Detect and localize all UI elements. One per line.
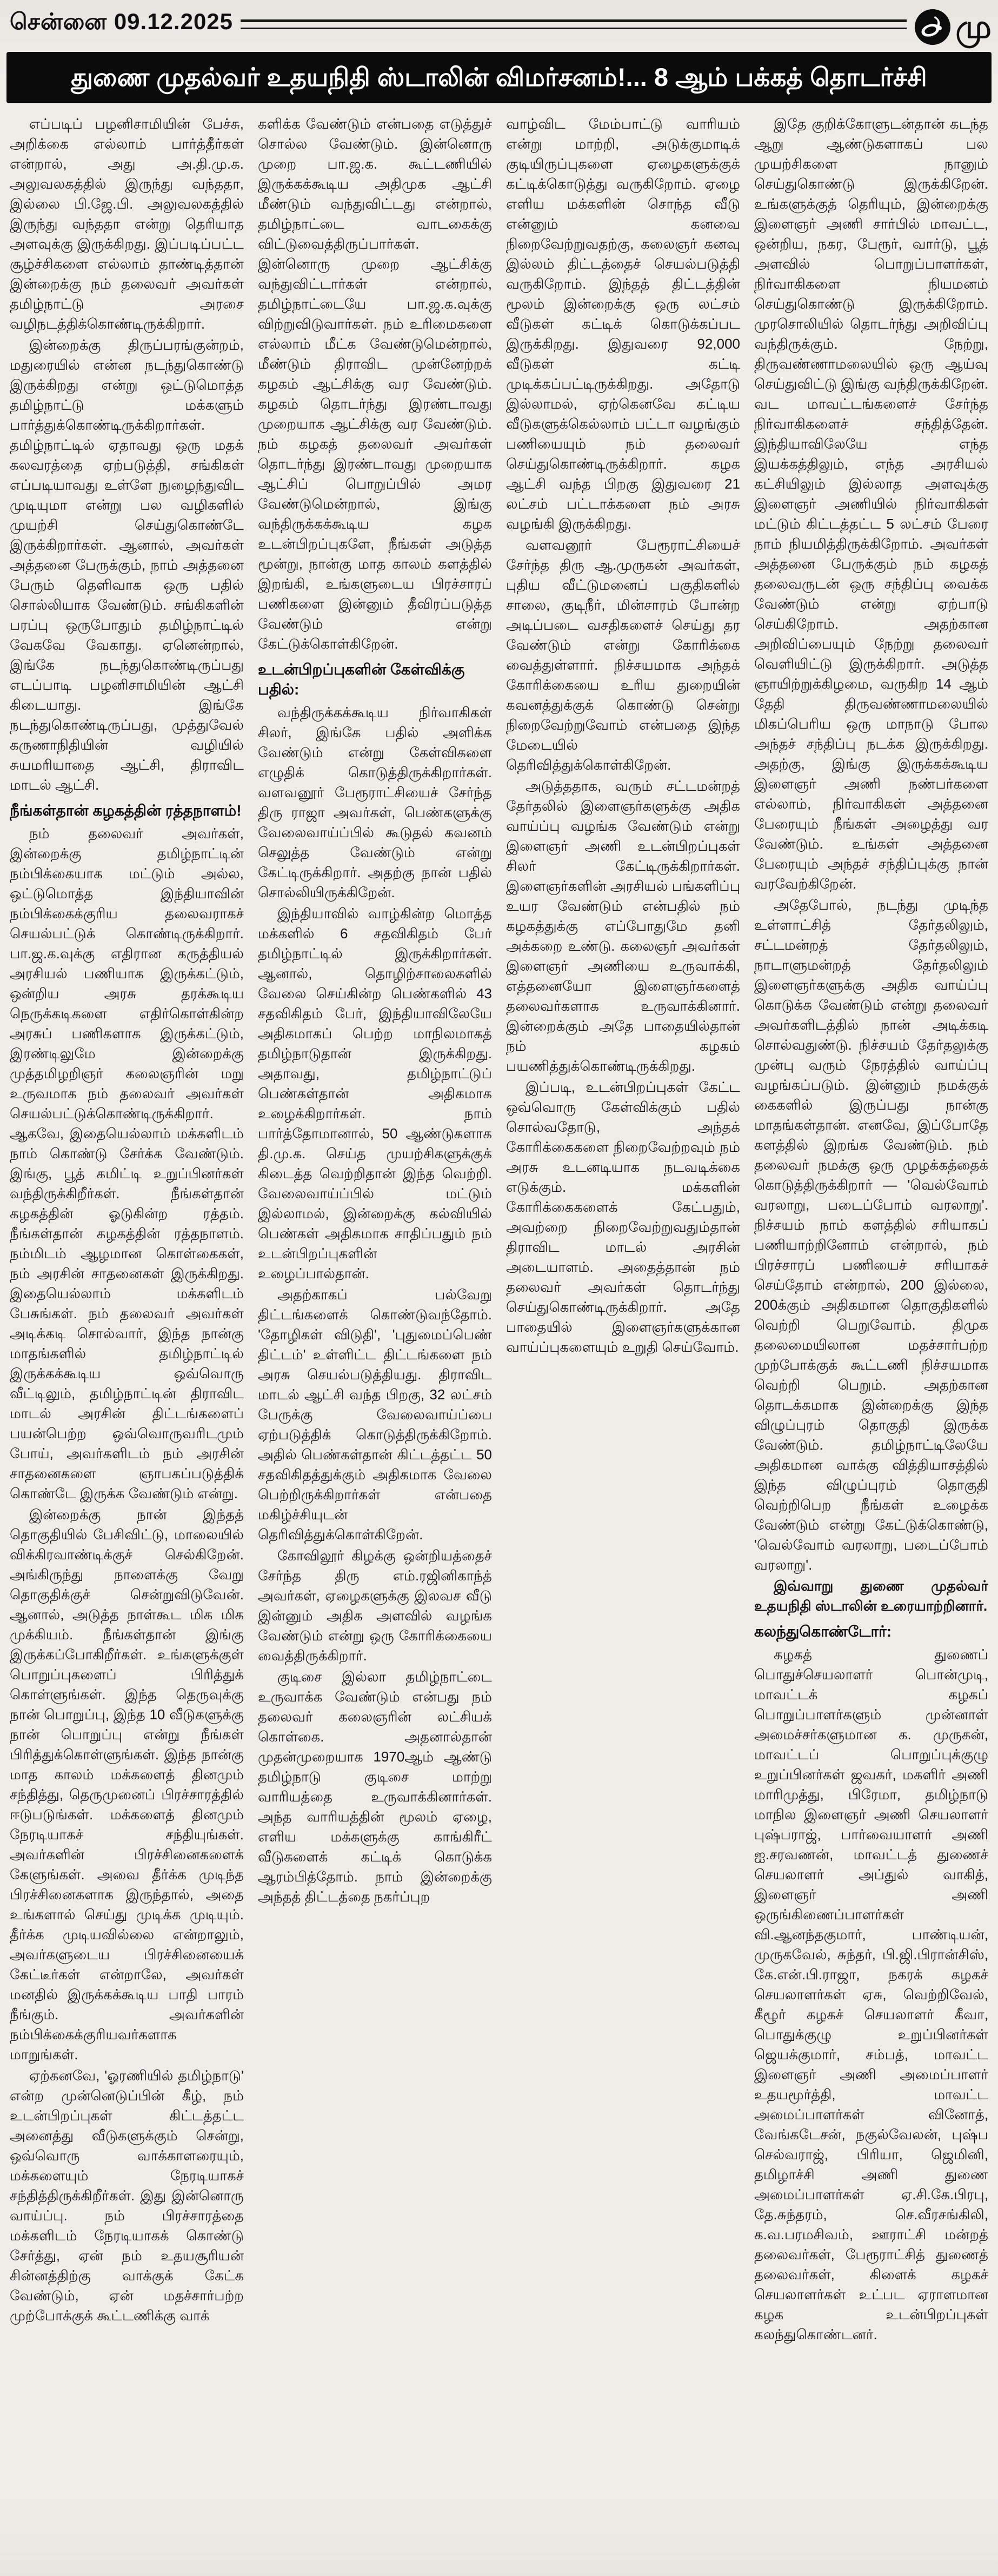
article-paragraph: வாழ்விட மேம்பாட்டு வாரியம் என்று மாற்றி, அடுக்குமாடிக் குடியிருப்புகளை ஏழைகளுக்குக் கட்டிக்கொடுத்து வருகிறோம். ஏழை எளிய மக்களின் சொந்த வீடு என்னும் கனவை நிறைவேற்றுவதற்கு, கலைஞர் கனவு இல்லம் திட்டத்தைச் செயல்படுத்தி வருகிறோம். இந்தத் திட்டத்தின் மூலம் இன்றைக்கு ஒரு லட்சம் வீடுகள் கட்டிக் கொடுக்கப்பட இருக்கிறது. இதுவரை 92,000 வீடுகள் கட்டி முடிக்கப்பட்டிருக்கிறது. அதோடு இல்லாமல், ஏற்கெனவே கட்டிய வீடுகளுக்கெல்லாம் பட்டா வழங்கும் பணியையும் நம் தலைவர் செய்துகொண்டிருக்கிறார். கழக ஆட்சி வந்த பிறகு இதுவரை 21 லட்சம் பட்டாக்களை நம் அரசு வழங்கி இருக்கிறது. xyxy=(506,115,740,532)
dateline: சென்னை 09.12.2025 xyxy=(10,9,234,34)
murasoli-drum-emblem-icon xyxy=(914,9,951,45)
article-paragraph: எப்படிப் பழனிசாமியின் பேச்சு, அறிக்கை எல்லாம் பார்த்தீர்கள் என்றால், அது அ.தி.மு.க. அலுவலகத்தில் இருந்து வந்ததா, இல்லை பி.ஜே.பி. அலுவலகத்தில் இருந்து வந்ததா என்று தெரியாத அளவுக்கு இருக்கிறது. இப்படிப்பட்ட சூழ்ச்சிகளை எல்லாம் தாண்டித்தான் இன்றைக்கு நம் தலைவர் அவர்கள் தமிழ்நாட்டு அரசை வழிநடத்திக்கொண்டிருக்கிறார். xyxy=(10,115,244,332)
article-paragraph: அதேபோல், நடந்து முடிந்த உள்ளாட்சித் தேர்தலிலும், சட்டமன்றத் தேர்தலிலும், நாடாளுமன்றத் தேர்தலிலும் இளைஞர்களுக்கு அதிக வாய்ப்பு கொடுக்க வேண்டும் என்று தலைவர் அவர்களிடத்தில் நான் அடிக்கடி சொல்வதுண்டு. நிச்சயம் தேர்தலுக்கு முன்பு வரும் நேரத்தில் வாய்ப்பு வழங்கப்படும். இன்னும் நமக்குக் கைகளில் இருப்பது நான்கு மாதங்கள்தான். எனவே, இப்போதே களத்தில் இறங்க வேண்டும். நம் தலைவர் நமக்கு ஒரு முழக்கத்தைக் கொடுத்திருக்கிறார் — 'வெல்வோம் வரலாறு, படைப்போம் வரலாறு'. நிச்சயம் நாம் களத்தில் சரியாகப் பணியாற்றினோம் என்றால், நம் பிரச்சாரப் பணியைச் சரியாகச் செய்தோம் என்றால், 200 இல்லை, 200க்கும் அதிகமான தொகுதிகளில் வெற்றி பெறுவோம். திமுக தலைமையிலான மதச்சார்பற்ற முற்போக்குக் கூட்டணி நிச்சயமாக வெற்றி பெறும். அதற்கான தொடக்கமாக இன்றைக்கு இந்த விழுப்புரம் தொகுதி இருக்க வேண்டும். தமிழ்நாட்டிலேயே அதிகமான வாக்கு வித்தியாசத்தில் இந்த விழுப்புரம் தொகுதி வெற்றிபெற நீங்கள் உழைக்க வேண்டும் என்று கேட்டுக்கொண்டு, 'வெல்வோம் வரலாறு, படைப்போம் வரலாறு'. xyxy=(754,896,988,1573)
article-column-4 xyxy=(754,114,988,2566)
masthead xyxy=(914,9,992,45)
article-paragraph: இவ்வாறு துணை முதல்வர் உதயநிதி ஸ்டாலின் உரையாற்றினார். xyxy=(754,1577,988,1614)
article-paragraph: இன்றைக்கு நான் இந்தத் தொகுதியில் பேசிவிட்டு, மாலையில் விக்கிரவாண்டிக்குச் செல்கிறேன். அங்கிருந்து நாளைக்கு வேறு தொகுதிக்குச் சென்றுவிடுவேன். ஆனால், அடுத்த நாள்கூட மிக மிக முக்கியம். நீங்கள்தான் இங்கு இருக்கப்போகிறீர்கள். உங்களுக்குள் பொறுப்புகளைப் பிரித்துக் கொள்ளுங்கள். இந்த தெருவுக்கு நான் பொறுப்பு, இந்த 10 வீடுகளுக்கு நான் பொறுப்பு என்று நீங்கள் பிரித்துக்கொள்ளுங்கள். இந்த நான்கு மாத காலம் மக்களைத் தினமும் சந்தித்து, தெருமுனைப் பிரச்சாரத்தில் ஈடுபடுங்கள். மக்களைத் தினமும் நேரடியாகச் சந்தியுங்கள். அவர்களின் பிரச்சினைகளைக் கேளுங்கள். அவை தீர்க்க முடிந்த பிரச்சினைகளாக இருந்தால், அதை உங்களால் செய்து முடிக்க முடியும். தீர்க்க முடியவில்லை என்றாலும், அவர்களுடைய பிரச்சினையைக் கேட்டீர்கள் என்றாலே, அவர்கள் மனதில் இருக்கக்கூடிய பாதி பாரம் நீங்கும். அவர்களின் நம்பிக்கைக்குரியவர்களாக மாறுங்கள். xyxy=(10,1506,244,2063)
article-columns xyxy=(5,112,993,2566)
masthead-partial-letter: மு xyxy=(955,9,992,45)
article-paragraph: நம் தலைவர் அவர்கள், இன்றைக்கு தமிழ்நாட்டின் நம்பிக்கையாக மட்டும் அல்ல, ஒட்டுமொத்த இந்தியாவின் நம்பிக்கைக்குரிய தலைவராகச் செயல்பட்டுக் கொண்டிருக்கிறார். பா.ஜ.க.வுக்கு எதிரான கருத்தியல் அரசியல் பணியாக இருக்கட்டும், ஒன்றிய அரசு தரக்கூடிய நெருக்கடிகளை எதிர்கொள்கின்ற அரசுப் பணிகளாக இருக்கட்டும், இரண்டிலுமே இன்றைக்கு முத்தமிழறிஞர் கலைஞரின் மறு உருவமாக நம் தலைவர் அவர்கள் செயல்பட்டுக்கொண்டிருக்கிறார். ஆகவே, இதையெல்லாம் மக்களிடம் நாம் கொண்டு சேர்க்க வேண்டும். இங்கு, பூத் கமிட்டி உறுப்பினர்கள் வந்திருக்கிறீர்கள். நீங்கள்தான் கழகத்தின் ஓடுகின்ற ரத்தம். நீங்கள்தான் கழகத்தின் ரத்தநாளம். நம்மிடம் ஆழமான கொள்கைகள், நம் அரசின் சாதனைகள் இருக்கிறது. இதையெல்லாம் மக்களிடம் பேசுங்கள். நம் தலைவர் அவர்கள் அடிக்கடி சொல்வார், இந்த நான்கு மாதங்களில் தமிழ்நாட்டில் இருக்கக்கூடிய ஒவ்வொரு வீட்டிலும், தமிழ்நாட்டின் திராவிட மாடல் அரசின் திட்டங்களைப் பயன்பெற்ற ஒவ்வொருவரிடமும் போய், அவர்களிடம் நம் அரசின் சாதனைகளை ஞாபகப்படுத்திக் கொண்டே இருக்க வேண்டும் என்று. xyxy=(10,825,244,1501)
section-heading: உடன்பிறப்புகளின் கேள்விக்கு பதில்: xyxy=(258,660,465,698)
divider-rule xyxy=(241,19,907,29)
article-column-1 xyxy=(10,114,244,2566)
article-paragraph: இப்படி, உடன்பிறப்புகள் கேட்ட ஒவ்வொரு கேள்விக்கும் பதில் சொல்வதோடு, அந்தக் கோரிக்கைகளை நிறைவேற்றவும் நம் அரசு உடனடியாக நடவடிக்கை எடுக்கும். மக்களின் கோரிக்கைகளைக் கேட்பதும், அவற்றை நிறைவேற்றுவதும்தான் திராவிட மாடல் அரசின் அடையாளம். அதைத்தான் நம் தலைவர் அவர்கள் தொடர்ந்து செய்துகொண்டிருக்கிறார். அதே பாதையில் இளைஞர்களுக்கான வாய்ப்புகளையும் உறுதி செய்வோம். xyxy=(506,1078,740,1355)
article-paragraph: அடுத்ததாக, வரும் சட்டமன்றத் தேர்தலில் இளைஞர்களுக்கு அதிக வாய்ப்பு வழங்க வேண்டும் என்று இளைஞர் அணி உடன்பிறப்புகள் சிலர் கேட்டிருக்கிறார்கள். இளைஞர்களின் அரசியல் பங்களிப்பு உயர வேண்டும் என்பதில் நம் கழகத்துக்கு எப்போதுமே தனி அக்கறை உண்டு. கலைஞர் அவர்கள் இளைஞர் அணியை உருவாக்கி, எத்தனையோ இளைஞர்களைத் தலைவர்களாக உருவாக்கினார். இன்றைக்கும் அதே பாதையில்தான் நம் கழகம் பயணித்துக்கொண்டிருக்கிறது. xyxy=(506,777,740,1074)
article-paragraph: கழகத் துணைப் பொதுச்செயலாளர் பொன்முடி, மாவட்டக் கழகப் பொறுப்பாளர்களும் முன்னாள் அமைச்சர்களுமான க. முருகன், மாவட்டப் பொறுப்புக்குழு உறுப்பினர்கள் ஜவகர், மகளிர் அணி மாரிமுத்து, பிரேமா, தமிழ்நாடு மாநில இளைஞர் அணி செயலாளர் புஷ்பராஜ், பார்வையாளர் அணி ஐ.சரவணன், மாவட்டத் துணைச் செயலாளர் அப்துல் வாகித், இளைஞர் அணி ஒருங்கிணைப்பாளர்கள் வி.ஆனந்தகுமார், பாண்டியன், முருகவேல், சுந்தர், பி.ஜி.பிரான்சிஸ், கே.என்.பி.ராஜா, நகரக் கழகச் செயலாளர்கள் ஏசு, வெற்றிவேல், கீழூர் கழகச் செயலாளர் கீவா, பொதுக்குழு உறுப்பினர்கள் ஜெயக்குமார், சம்பத், மாவட்ட இளைஞர் அணி அமைப்பாளர் உதயமூர்த்தி, மாவட்ட அமைப்பாளர்கள் வினோத், வேங்கடேசன், நகுல்வேலன், புஷ்ப செல்வராஜ், பிரியா, ஜெமினி, தமிழாச்சி அணி துணை அமைப்பாளர்கள் ஏ.சி.கே.பிரபு, தே.சுந்தரம், செ.வீரசங்கிலி, க.வ.பரமசிவம், ஊராட்சி மன்றத் தலைவர்கள், பேரூராட்சித் துணைத் தலைவர்கள், கிளைக் கழகச் செயலாளர்கள் உட்பட ஏராளமான கழக உடன்பிறப்புகள் கலந்துகொண்டனர். xyxy=(754,1646,988,2343)
headline-text: துணை முதல்வர் உதயநிதி ஸ்டாலின் விமர்சனம்!... 8 ஆம் பக்கத் தொடர்ச்சி xyxy=(71,63,927,91)
article-paragraph: ஏற்கனவே, 'ஓரணியில் தமிழ்நாடு' என்ற முன்னெடுப்பின் கீழ், நம் உடன்பிறப்புகள் கிட்டத்தட்ட அனைத்து வீடுகளுக்கும் சென்று, ஒவ்வொரு வாக்காளரையும், மக்களையும் நேரடியாகச் சந்தித்திருக்கிறீர்கள். இது இன்னொரு வாய்ப்பு. நம் பிரச்சாரத்தை மக்களிடம் நேரடியாகக் கொண்டு சேர்த்து, ஏன் நம் உதயசூரியன் சின்னத்திற்கு வாக்குக் கேட்க வேண்டும், ஏன் மதச்சார்பற்ற முற்போக்குக் கூட்டணிக்கு வாக் xyxy=(10,2067,244,2324)
article-paragraph: இன்றைக்கு திருப்பரங்குன்றம், மதுரையில் என்ன நடந்துகொண்டு இருக்கிறது என்று ஒட்டுமொத்த தமிழ்நாட்டு மக்களும் பார்த்துக்கொண்டிருக்கிறார்கள். தமிழ்நாட்டில் ஏதாவது ஒரு மதக் கலவரத்தை ஏற்படுத்தி, சங்கிகள் எப்படியாவது உள்ளே நுழைந்துவிட முடியுமா என்று பல வழிகளில் முயற்சி செய்துகொண்டே இருக்கிறார்கள். ஆனால், அவர்கள் அத்தனை பேருக்கும், நாம் அத்தனை பேரும் தெளிவாக ஒரு பதில் சொல்லியாக வேண்டும். சங்கிகளின் பரப்பு ஒருபோதும் தமிழ்நாட்டில் வேகவே வேகாது. ஏனென்றால், இங்கே நடந்துகொண்டிருப்பது எடப்பாடி பழனிசாமியின் ஆட்சி கிடையாது. இங்கே நடந்துகொண்டிருப்பது, முத்துவேல் கருணாநிதியின் வழியில் சுயமரியாதை ஆட்சி, திராவிட மாடல் ஆட்சி. xyxy=(10,336,244,793)
section-heading: நீங்கள்தான் கழகத்தின் ரத்தநாளம்! xyxy=(10,802,242,819)
article-paragraph: வந்திருக்கக்கூடிய நிர்வாகிகள் சிலர், இங்கே பதில் அளிக்க வேண்டும் என்று கேள்விகளை எழுதிக் கொடுத்திருக்கிறார்கள். வளவனூர் பேரூராட்சியைச் சேர்ந்த திரு ராஜா அவர்கள், பெண்களுக்கு வேலைவாய்ப்பில் கூடுதல் கவனம் செலுத்த வேண்டும் என்று கேட்டிருக்கிறார். அதற்கு நான் பதில் சொல்லியிருக்கிறேன். xyxy=(258,704,492,900)
headline-banner xyxy=(6,52,992,103)
article-paragraph: அதற்காகப் பல்வேறு திட்டங்களைக் கொண்டுவந்தோம். 'தோழிகள் விடுதி', 'புதுமைப்பெண் திட்டம்' உள்ளிட்ட திட்டங்களை நம் அரசு செயல்படுத்தியது. திராவிட மாடல் ஆட்சி வந்த பிறகு, 32 லட்சம் பேருக்கு வேலைவாய்ப்பை ஏற்படுத்திக் கொடுத்திருக்கிறோம். அதில் பெண்கள்தான் கிட்டத்தட்ட 50 சதவிகிதத்துக்கும் அதிகமாக வேலை பெற்றிருக்கிறார்கள் என்பதை மகிழ்ச்சியுடன் தெரிவித்துக்கொள்கிறேன். xyxy=(258,1286,492,1543)
article-paragraph: கோவிலூர் கிழக்கு ஒன்றியத்தைச் சேர்ந்த திரு எம்.ரஜினிகாந்த் அவர்கள், ஏழைகளுக்கு இலவச வீடு இன்னும் அதிக அளவில் வழங்க வேண்டும் என்று ஒரு கோரிக்கையை வைத்திருக்கிறார். xyxy=(258,1547,492,1664)
article-paragraph: வளவனூர் பேரூராட்சியைச் சேர்ந்த திரு ஆ.முருகன் அவர்கள், புதிய வீட்டுமனைப் பகுதிகளில் சாலை, குடிநீர், மின்சாரம் போன்ற அடிப்படை வசதிகளைச் செய்து தர வேண்டும் என்று கோரிக்கை வைத்துள்ளார். நிச்சயமாக அந்தக் கோரிக்கையை உரிய துறையின் கவனத்துக்குக் கொண்டு சென்று நிறைவேற்றுவோம் என்பதை இந்த மேடையில் தெரிவித்துக்கொள்கிறேன். xyxy=(506,536,740,773)
article-paragraph: குடிசை இல்லா தமிழ்நாட்டை உருவாக்க வேண்டும் என்பது நம் தலைவர் கலைஞரின் லட்சியக் கொள்கை. அதனால்தான் முதன்முறையாக 1970ஆம் ஆண்டு தமிழ்நாடு குடிசை மாற்று வாரியத்தை உருவாக்கினார்கள். அந்த வாரியத்தின் மூலம் ஏழை, எளிய மக்களுக்கு காங்கிரீட் வீடுகளைக் கட்டிக் கொடுக்க ஆரம்பித்தோம். நாம் இன்றைக்கு அந்தத் திட்டத்தை நகர்ப்புற xyxy=(258,1668,492,1905)
article-paragraph: இதே குறிக்கோளுடன்தான் கடந்த ஆறு ஆண்டுகளாகப் பல முயற்சிகளை நானும் செய்துகொண்டு இருக்கிறேன். உங்களுக்குத் தெரியும், இன்றைக்கு இளைஞர் அணி சார்பில் மாவட்ட, ஒன்றிய, நகர, பேரூர், வார்டு, பூத் அளவில் பொறுப்பாளர்கள், நிர்வாகிகளை நியமனம் செய்துகொண்டு இருக்கிறோம். முரசொலியில் தொடர்ந்து அறிவிப்பு வந்திருக்கும். நேற்று, திருவண்ணாமலையில் ஒரு ஆய்வு செய்துவிட்டு இங்கு வந்திருக்கிறேன். வட மாவட்டங்களைச் சேர்ந்த நிர்வாகிகளைச் சந்தித்தேன். இந்தியாவிலேயே எந்த இயக்கத்திலும், எந்த அரசியல் கட்சியிலும் இல்லாத அளவுக்கு இளைஞர் அணியில் நிர்வாகிகள் மட்டும் கிட்டத்தட்ட 5 லட்சம் பேரை நாம் நியமித்திருக்கிறோம். அவர்கள் அத்தனை பேருக்கும் நம் கழகத் தலைவருடன் ஒரு சந்திப்பு வைக்க வேண்டும் என்று ஏற்பாடு செய்கிறோம். அதற்கான அறிவிப்பையும் நேற்று தலைவர் வெளியிட்டு இருக்கிறார். அடுத்த ஞாயிற்றுக்கிழமை, வருகிற 14 ஆம் தேதி திருவண்ணாமலையில் மிகப்பெரிய ஒரு மாநாடு போல அந்தச் சந்திப்பு நடக்க இருக்கிறது. அதற்கு, இங்கு இருக்கக்கூடிய இளைஞர் அணி நண்பர்களை எல்லாம், நிர்வாகிகள் அத்தனை பேரையும் நீங்கள் அழைத்து வர வேண்டும். உங்கள் அத்தனை பேரையும் அந்தச் சந்திப்புக்கு நான் வரவேற்கிறேன். xyxy=(754,115,988,892)
article-column-3 xyxy=(506,114,740,2566)
article-paragraph: களிக்க வேண்டும் என்பதை எடுத்துச் சொல்ல வேண்டும். இன்னொரு முறை பா.ஜ.க. கூட்டணியில் இருக்கக்கூடிய அதிமுக ஆட்சி மீண்டும் வந்துவிட்டது என்றால், தமிழ்நாட்டை வாடகைக்கு விட்டுவைத்திருப்பார்கள். இன்னொரு முறை ஆட்சிக்கு வந்துவிட்டார்கள் என்றால், தமிழ்நாட்டையே பா.ஜ.க.வுக்கு விற்றுவிடுவார்கள். நம் உரிமைகளை எல்லாம் மீட்க வேண்டுமென்றால், மீண்டும் திராவிட முன்னேற்றக் கழகம் ஆட்சிக்கு வர வேண்டும். கழகம் தொடர்ந்து இரண்டாவது முறையாக ஆட்சிக்கு வர வேண்டும். நம் கழகத் தலைவர் அவர்கள் தொடர்ந்து இரண்டாவது முறையாக ஆட்சிப் பொறுப்பில் அமர வேண்டுமென்றால், இங்கு வந்திருக்கக்கூடிய கழக உடன்பிறப்புகளே, நீங்கள் அடுத்த மூன்று, நான்கு மாத காலம் களத்தில் இறங்கி, உங்களுடைய பிரச்சாரப் பணிகளை இன்னும் தீவிரப்படுத்த வேண்டும் என்று கேட்டுக்கொள்கிறேன். xyxy=(258,115,492,652)
article-paragraph: இந்தியாவில் வாழ்கின்ற மொத்த மக்களில் 6 சதவிகிதம் பேர் தமிழ்நாட்டில் இருக்கிறார்கள். ஆனால், தொழிற்சாலைகளில் வேலை செய்கின்ற பெண்களில் 43 சதவிகிதம் பேர், இந்தியாவிலேயே அதிகமாகப் பெற்ற மாநிலமாகத் தமிழ்நாடுதான் இருக்கிறது. அதாவது, தமிழ்நாட்டுப் பெண்கள்தான் அதிகமாக உழைக்கிறார்கள். நாம் பார்த்தோமானால், 50 ஆண்டுகளாக தி.மு.க. செய்த முயற்சிகளுக்குக் கிடைத்த வெற்றிதான் இந்த வெற்றி. வேலைவாய்ப்பில் மட்டும் இல்லாமல், இன்றைக்கு கல்வியில் பெண்கள் அதிகமாக சாதிப்பதும் நம் உடன்பிறப்புகளின் உழைப்பால்தான். xyxy=(258,905,492,1282)
section-heading: கலந்துகொண்டோர்: xyxy=(754,1623,892,1640)
top-bar xyxy=(5,4,993,46)
article-column-2 xyxy=(258,114,492,2566)
